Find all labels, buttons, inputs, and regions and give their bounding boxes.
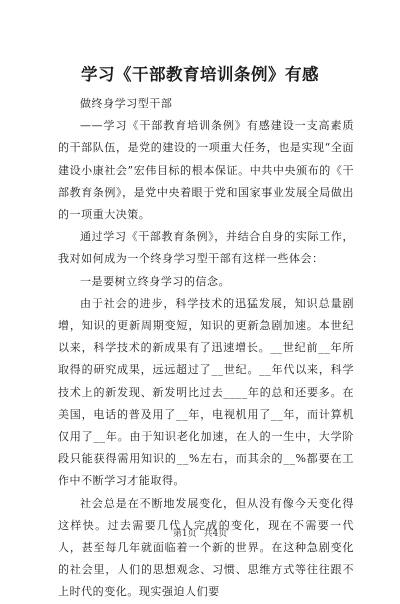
paragraph-subtitle: 做终身学习型干部	[80, 97, 173, 110]
paragraph-knowledge: 由于社会的进步，科学技术的迅猛发展，知识总量剧增，知识的更新周期变短，知识的更新急剧加速。本世纪以来，科学技术的新成果有了迅速增长。__世纪前__年所取得的研究成果，远远超过了__世纪。__年代以来，科学技术上的新发现、新发明比过去____年的总和还要多。在美国，电话的普及用了__年，电视机用了__年，而计算机仅用了__年。由于知识老化加速，在人的一生中，大学阶段只能获得需用知识的__%左右，而其余的__%都要在工作中不断学习才能取得。	[58, 296, 354, 488]
page-footer	[0, 528, 400, 540]
paragraph-experience: 通过学习《干部教育条例》，并结合自身的实际工作，我对如何成为一个终身学习型干部有这样一些体会：	[58, 230, 354, 266]
page-total: 共4页	[203, 529, 228, 539]
page-title: 学习《干部教育培训条例》有感	[81, 65, 319, 84]
page-number: 第1页	[172, 529, 197, 539]
paragraph-point-one: 一是要树立终身学习的信念。	[80, 274, 231, 288]
paragraph-intro: ——学习《干部教育培训条例》有感建设一支高素质的干部队伍，是党的建设的一项重大任务，也是实现“全面建设小康社会”宏伟目标的根本保证。中共中央颁布的《干部教育条例》，是党中央着眼于党和国家事业发展全局做出的一项重大决策。	[58, 119, 354, 222]
paragraph-society: 社会总是在不断地发展变化，但从没有像今天变化得这样快。过去需要几代人完成的变化，现在不需要一代人，甚至每几年就面临着一个新的世界。在这种急剧变化的社会里，人们的思想观念、习惯、思维方式等往往跟不上时代的变化。现实强迫人们要	[58, 496, 354, 599]
